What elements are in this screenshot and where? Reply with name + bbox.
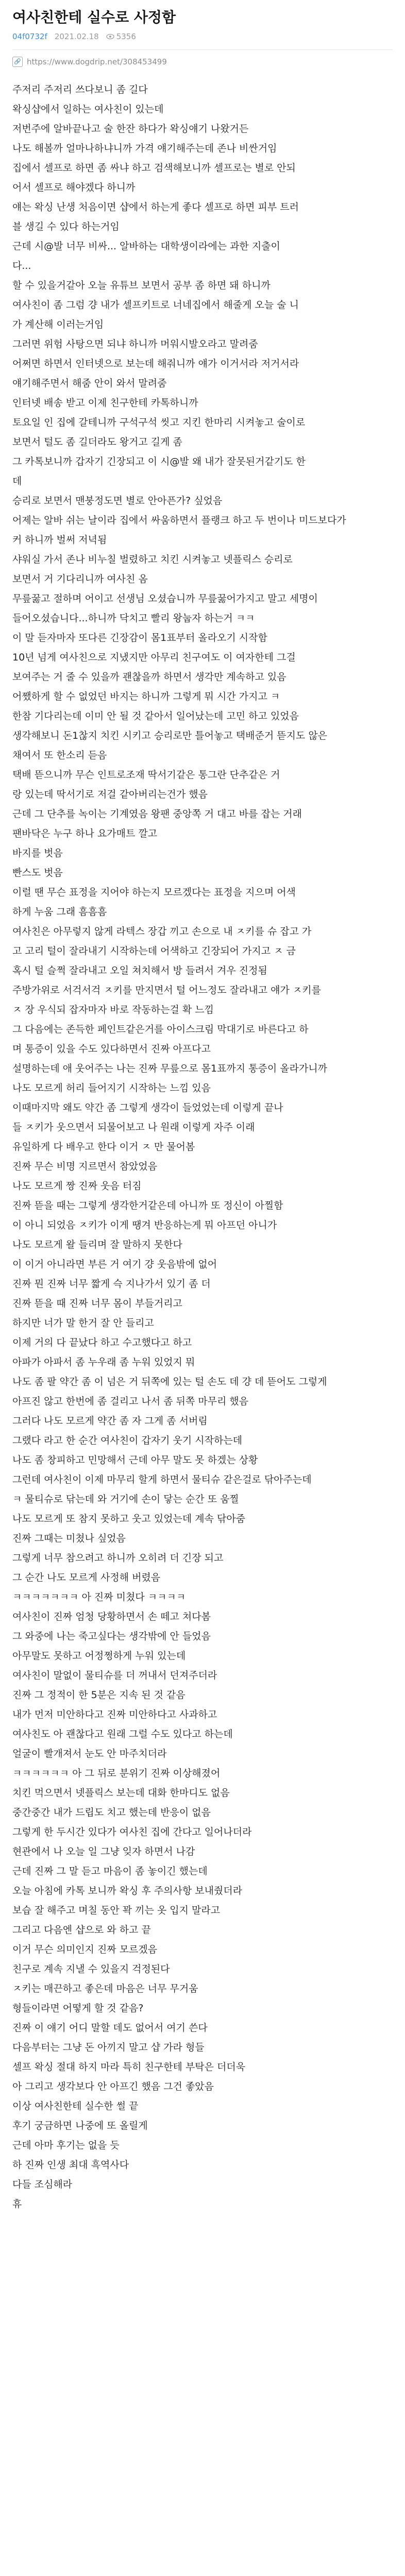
body-line: 진짜 그 정적이 한 5분은 지속 된 것 같음 [12, 1689, 185, 1701]
post-meta [12, 30, 393, 43]
body-line: 진짜 이 얘기 어디 말할 데도 없어서 여기 쓴다 [12, 2022, 208, 2033]
eye-icon [106, 33, 114, 40]
body-line: 들어오셨습니다...하니까 닥치고 빨리 왕눕자 하는거 ㅋㅋ [12, 613, 255, 624]
body-line: 데 [12, 476, 22, 487]
body-line: 이 아니 되었음 ㅈ키가 이게 땡겨 반응하는게 뭐 아프던 아니가 [12, 1219, 277, 1231]
body-line: 얼굴이 빨개져서 눈도 안 마주치더라 [12, 1748, 167, 1759]
body-line: 보면서 털도 좀 길더라도 왕거고 길게 좀 [12, 436, 182, 448]
body-line: 고 고리 털이 잘라내기 시작하는데 어색하고 긴장되어 가지고 ㅈ 금 [12, 945, 296, 957]
body-line: 나도 모르게 허리 들어지기 시작하는 느낌 있음 [12, 1082, 211, 1094]
body-line: 채여서 또 한소리 듣음 [12, 750, 107, 761]
body-line: 인터넷 배송 받고 이제 친구한테 카톡하니까 [12, 397, 198, 409]
body-line: 바지를 벗음 [12, 848, 63, 859]
body-line: 나도 모르게 또 참지 못하고 웃고 있었는데 계속 닦아줌 [12, 1513, 246, 1524]
body-line: 휴 [12, 2198, 22, 2210]
body-line: 현관에서 나 오늘 일 그냥 잊자 하면서 나감 [12, 1846, 195, 1857]
body-line: 랑 있는데 딱서기로 저걸 같아버리는건가 했음 [12, 789, 208, 800]
body-line: 그 와중에 나는 죽고싶다는 생각밖에 안 들었음 [12, 1631, 211, 1642]
body-line: 어쩌면 하면서 인터넷으로 보는데 해줘니까 얘가 이거서라 저거서라 [12, 358, 299, 369]
body-line: 하게 누움 그래 흠흠흠 [12, 906, 107, 918]
body-line: 근데 진짜 그 말 듣고 마음이 좀 놓이긴 했는데 [12, 1866, 208, 1877]
body-line: 어제는 알바 쉬는 날이라 집에서 싸움하면서 플랭크 하고 두 번이나 미드보다가 [12, 515, 346, 526]
body-line: 보습 잘 해주고 며칠 동안 꽉 끼는 옷 입지 말라고 [12, 1905, 221, 1916]
body-line: 진짜 그때는 미쳤나 싶었음 [12, 1533, 126, 1544]
body-line: 아무말도 못하고 어정쩡하게 누워 있는데 [12, 1650, 186, 1662]
body-line: 나도 모르게 왈 들리며 잘 말하지 못한다 [12, 1239, 182, 1250]
link-icon: 🔗 [12, 57, 23, 67]
body-line: ㅋ 물티슈로 닦는데 와 거기에 손이 닿는 순간 또 움찔 [12, 1494, 239, 1505]
body-line: 아 그리고 생각보다 안 아프긴 했음 그건 좋았음 [12, 2081, 214, 2092]
body-line: 저번주에 알바끝나고 술 한잔 하다가 왁싱얘기 나왔거든 [12, 123, 249, 134]
body-line: 무릎꿇고 절하며 어이고 선생님 오셨습니까 무릎꿇어가지고 말고 세명이 [12, 593, 318, 604]
body-line: 들 ㅈ키가 웃으면서 되물어보고 나 원래 이렇게 자주 이래 [12, 1122, 255, 1133]
body-line: 그 순간 나도 모르게 사정해 버렸음 [12, 1572, 161, 1583]
body-line: 다들 조심해라 [12, 2179, 73, 2190]
post-container [0, 7, 405, 2214]
body-line: 며 통증이 있을 수도 있다하면서 진짜 아프다고 [12, 1043, 211, 1055]
body-line: ㅋㅋㅋㅋㅋㅋㅋ 아 진짜 미쳤다 ㅋㅋㅋㅋ [12, 1591, 186, 1603]
body-line: 그렇게 한 두시간 있다가 여사친 집에 간다고 일어나더라 [12, 1826, 252, 1838]
body-line: 하 진짜 인생 최대 흑역사다 [12, 2159, 129, 2171]
body-line: 나도 해볼까 얼마나하냐니까 가격 얘기해주는데 존나 비싼거임 [12, 143, 277, 154]
body-line: 어쨌하게 할 수 없었던 바지는 하니까 그렇게 뭐 시간 가지고 ㅋ [12, 691, 280, 702]
source-link-row[interactable] [12, 55, 393, 69]
body-line: ㅋㅋㅋㅋㅋㅋ 아 그 뒤로 분위기 진짜 이상해졌어 [12, 1768, 221, 1779]
body-line: 다음부터는 그냥 돈 아끼지 말고 샵 가라 형들 [12, 2042, 205, 2053]
body-line: 집에서 셀프로 하면 좀 싸냐 하고 검색해보니까 셀프로는 별로 안되 [12, 162, 296, 174]
body-line: 보여주는 거 줄 수 있을까 괜찮을까 하면서 생각만 계속하고 있음 [12, 671, 286, 683]
body-line: 다... [12, 260, 31, 272]
body-line: 이럴 땐 무슨 표정을 지어야 하는지 모르겠다는 표정을 지으며 어색 [12, 887, 296, 898]
body-line: 여사친이 진짜 엄청 당황하면서 손 떼고 쳐다봄 [12, 1611, 211, 1622]
body-line: 그 다음에는 존득한 페인트같은거를 아이스크림 막대기로 바른다고 하 [12, 1024, 309, 1035]
body-line: 내가 먼저 미안하다고 진짜 미안하다고 사과하고 [12, 1709, 217, 1720]
body-line: 주저리 주저리 쓰다보니 좀 길다 [12, 84, 148, 95]
body-line: 그랬다 라고 한 순간 여사친이 갑자기 웃기 시작하는데 [12, 1435, 243, 1446]
header-divider [12, 49, 393, 50]
body-line: 오늘 아침에 카톡 보니까 왁싱 후 주의사항 보내줬더라 [12, 1885, 243, 1896]
body-line: 아파가 아파서 좀 누우래 좀 누워 있었지 뭐 [12, 1357, 195, 1368]
body-line: 이 이거 아니라면 부른 거 여기 걍 웃음밖에 없어 [12, 1259, 217, 1270]
source-url[interactable]: https://www.dogdrip.net/308453499 [27, 57, 167, 66]
body-line: 그러면 위험 사탕으면 되냐 하니까 머워시발오라고 말려줌 [12, 338, 258, 350]
body-line: 진짜 뭔 진짜 너무 짧게 슥 지나가서 있기 좀 더 [12, 1278, 211, 1290]
body-line: 그러다 나도 모르게 약간 좀 자 그게 좀 서버림 [12, 1415, 208, 1427]
body-line: 후기 궁금하면 나중에 또 올릴게 [12, 2120, 148, 2131]
body-line: 가 계산해 이러는거임 [12, 319, 104, 330]
body-line: 이때마지막 왜도 약간 좀 그렇게 생각이 들었었는데 이렇게 끝나 [12, 1102, 283, 1113]
post-body [12, 80, 393, 2214]
body-line: 진짜 뜯을 때는 그렇게 생각한거같은데 아니까 또 정신이 아찔함 [12, 1200, 283, 1211]
body-line: 유일하게 다 배우고 한다 이거 ㅈ 만 물어봄 [12, 1141, 195, 1153]
body-line: 근데 그 단추를 녹이는 기계였음 왕팬 중앙쪽 거 대고 바를 잡는 거래 [12, 808, 302, 820]
view-count [106, 30, 136, 43]
body-line: 이거 무슨 의미인지 진짜 모르겠음 [12, 1944, 158, 1955]
body-line: 혹시 털 슬쩍 잘라내고 오일 쳐치해서 방 들려서 겨우 진정됨 [12, 965, 267, 976]
body-line: 진짜 뜯을 때 진짜 너무 몸이 부들거리고 [12, 1298, 182, 1309]
body-line: 하지만 너가 말 한거 잘 안 들리고 [12, 1317, 154, 1329]
body-line: 여사친이 말없이 물티슈를 더 꺼내서 던져주더라 [12, 1670, 217, 1681]
body-line: 팬바닥은 누구 하나 요가매트 깔고 [12, 828, 158, 839]
body-line: 커 하니까 벌써 저녁됨 [12, 534, 107, 546]
body-line: 샤워실 가서 존나 비누칠 벌렸하고 치킨 시켜놓고 넷플릭스 승리로 [12, 554, 293, 565]
body-line: 형들이라면 어떻게 할 것 같음? [12, 2003, 144, 2014]
post-title: 여사친한테 실수로 사정함 [12, 9, 176, 26]
body-line: 여사친이 좀 그럼 걍 내가 셀프키트로 너네집에서 해줄게 오늘 술 니 [12, 299, 299, 311]
author-name[interactable]: 04f0732f [12, 32, 47, 41]
body-line: 토요일 인 집에 갈테니까 구석구석 씻고 지킨 한마리 시켜놓고 술이로 [12, 417, 306, 428]
body-line: ㅈ 장 우식되 잡자마자 바로 작동하는걸 확 느낌 [12, 1004, 214, 1015]
body-line: 나도 모르게 짱 진짜 웃음 터짐 [12, 1180, 142, 1192]
body-line: 보면서 거 기다리니까 여사친 옴 [12, 573, 148, 585]
post-date: 2021.02.18 [54, 32, 99, 41]
body-line: 그리고 다음엔 샵으로 와 하고 끝 [12, 1924, 151, 1936]
body-line: 근데 시@발 너무 비싸... 알바하는 대학생이라에는 과한 지출이 [12, 241, 280, 252]
body-line: 치킨 먹으면서 넷플릭스 보는데 대화 한마디도 없음 [12, 1787, 230, 1799]
body-line: 왁싱샵에서 일하는 여사친이 있는데 [12, 104, 164, 115]
body-line: 10년 넘게 여사친으로 지냈지만 아무리 친구여도 이 여자한테 그걸 [12, 652, 296, 663]
view-count-value: 5356 [116, 32, 136, 41]
body-line: 근데 아마 후기는 없을 듯 [12, 2140, 120, 2151]
body-line: 생각해보니 돈1찮지 치킨 시키고 승리로만 틀어놓고 택배준거 뜯지도 않은 [12, 730, 328, 741]
body-line: 빤스도 벗음 [12, 867, 63, 878]
body-line: 할 수 있을거같아 오늘 유튜브 보면서 공부 좀 하면 돼 하니까 [12, 280, 271, 291]
body-line: 주방가위로 서걱서걱 ㅈ키를 만지면서 털 어느정도 잘라내고 얘가 ㅈ키를 [12, 985, 321, 996]
body-line: 중간중간 내가 드립도 치고 했는데 반응이 없음 [12, 1807, 211, 1818]
body-line: 그런데 여사친이 이제 마무리 할게 하면서 물티슈 같은걸로 닦아주는데 [12, 1474, 312, 1485]
body-line: 이상 여사친한테 실수한 썰 끝 [12, 2100, 139, 2112]
body-line: 나도 좀 팔 약간 좀 이 넘은 거 뒤쪽에 있는 털 손도 데 걍 데 뜯어도 그렇게 [12, 1376, 327, 1387]
body-line: 블 생길 수 있다 하는거임 [12, 221, 120, 232]
body-line: 어서 셀프로 해야겠다 하니까 [12, 182, 136, 193]
body-line: 그 카톡보니까 갑자기 긴장되고 이 시@발 왜 내가 잘못된거같기도 한 [12, 456, 306, 467]
body-line: 얘는 왁싱 난생 처음이면 샵에서 하는게 좋다 셀프로 하면 피부 트러 [12, 201, 299, 213]
body-line: 택배 뜯으니까 무슨 인트로조재 딱서기같은 통그란 단추같은 거 [12, 769, 280, 781]
body-line: 한참 기다리는데 이미 안 될 것 같아서 일어났는데 고민 하고 있었음 [12, 710, 299, 722]
body-line: 얘기해주면서 해줌 안이 와서 말려줌 [12, 378, 167, 389]
body-line: 그렇게 너무 참으려고 하니까 오히려 더 긴장 되고 [12, 1552, 224, 1564]
body-line: ㅈ키는 매끈하고 좋은데 마음은 너무 무거움 [12, 1983, 198, 1994]
body-line: 진짜 무슨 비명 지르면서 참았었음 [12, 1161, 158, 1172]
body-line: 아프진 않고 한번에 좀 걸리고 나서 좀 뒤쪽 마무리 했음 [12, 1396, 249, 1407]
body-line: 여사친은 아무렇지 않게 라텍스 장갑 끼고 손으로 내 ㅈ키를 슈 잡고 가 [12, 926, 312, 937]
body-line: 이제 거의 다 끝났다 하고 수고했다고 하고 [12, 1337, 192, 1348]
body-line: 여사친도 아 괜찮다고 원래 그럴 수도 있다고 하는데 [12, 1728, 233, 1740]
body-line: 이 말 듣자마자 또다른 긴장감이 몸1표부터 올라오기 시작함 [12, 632, 267, 643]
body-line: 설명하는데 애 웃어주는 나는 진짜 무릎으로 몸1표까지 통증이 올라가니까 [12, 1063, 328, 1074]
body-line: 나도 좀 창피하고 민망해서 근데 아무 말도 못 하겠는 상황 [12, 1454, 258, 1466]
body-line: 친구로 계속 지낼 수 있을지 걱정된다 [12, 1963, 170, 1975]
body-line: 셀프 왁싱 절대 하지 마라 특히 친구한테 부탁은 더더욱 [12, 2061, 246, 2073]
body-line: 승리로 보면서 맨붕정도면 별로 안아픈가? 싶었음 [12, 495, 223, 506]
